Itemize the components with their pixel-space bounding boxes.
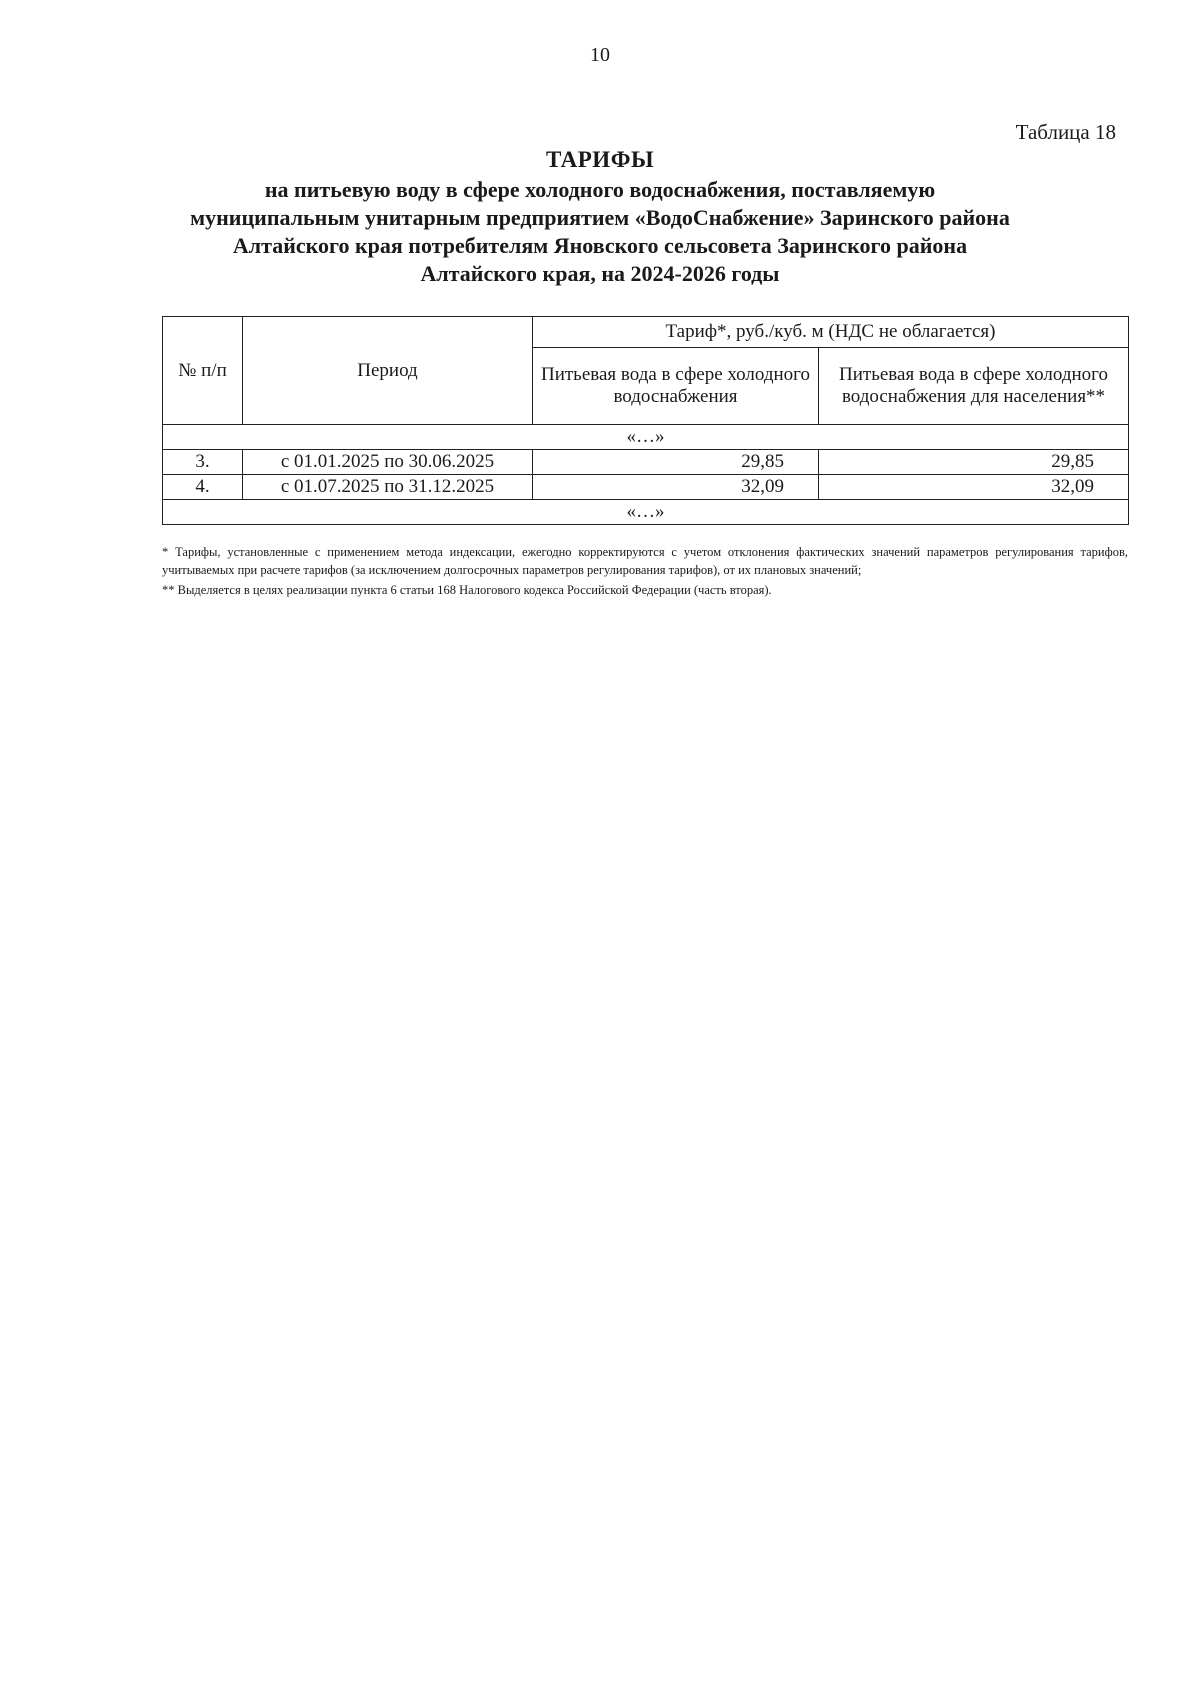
title-line: Алтайского края потребителям Яновского сельсовета Заринского района [232, 233, 968, 258]
table-separator-row [163, 500, 1129, 525]
table-row [163, 450, 1129, 475]
table-caption: Таблица 18 [1015, 120, 1116, 144]
row-period: с 01.07.2025 по 31.12.2025 [243, 475, 533, 500]
page-number: 10 [590, 44, 610, 66]
separator-cell: «…» [163, 425, 1129, 450]
table-separator-row [163, 425, 1129, 450]
title-main: ТАРИФЫ [545, 147, 655, 172]
header-col2: Питьевая вода в сфере холодного водоснабжения для населения** [819, 348, 1129, 425]
title-line: Алтайского края, на 2024-2026 годы [420, 261, 780, 286]
row-col1: 29,85 [533, 450, 819, 475]
row-col2: 29,85 [819, 450, 1129, 475]
footnote-2: ** Выделяется в целях реализации пункта 6 статьи 168 Налогового кодекса Российской Федерации (часть вторая). [162, 583, 772, 597]
footnote-1: * Тарифы, установленные с применением метода индексации, ежегодно корректируются с учетом отклонения фактических значений параметров регулирования тарифов, учитываемых при расчете тарифов (за исключением долгосрочных параметров регулирования тарифов), от их плановых значений; [162, 545, 1128, 577]
row-num: 4. [163, 475, 243, 500]
title-line: муниципальным унитарным предприятием «ВодоСнабжение» Заринского района [190, 205, 1010, 230]
title-line: на питьевую воду в сфере холодного водоснабжения, поставляемую [264, 177, 936, 202]
header-period: Период [243, 317, 533, 425]
footnotes [162, 543, 1128, 599]
header-num: № п/п [163, 317, 243, 425]
separator-cell: «…» [163, 500, 1129, 525]
header-tariff-group: Тариф*, руб./куб. м (НДС не облагается) [533, 317, 1129, 348]
table-header-row [163, 317, 1129, 348]
header-col1: Питьевая вода в сфере холодного водоснабжения [533, 348, 819, 425]
row-col2: 32,09 [819, 475, 1129, 500]
row-period: с 01.01.2025 по 30.06.2025 [243, 450, 533, 475]
row-num: 3. [163, 450, 243, 475]
document-title [150, 146, 1050, 288]
tariff-table [162, 316, 1129, 525]
row-col1: 32,09 [533, 475, 819, 500]
table-row [163, 475, 1129, 500]
